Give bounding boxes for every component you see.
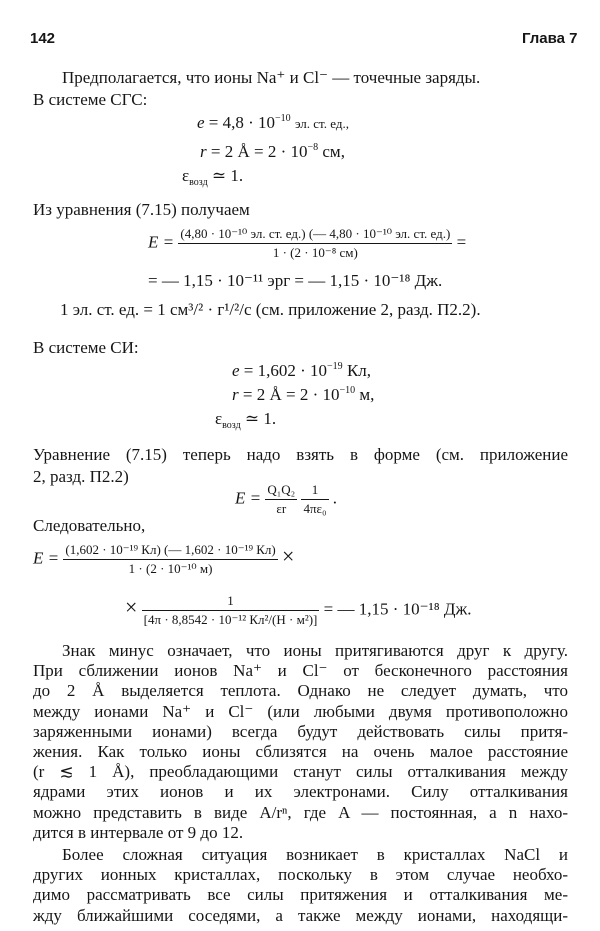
form-den-2: 4πε₀ <box>303 501 327 516</box>
si-r-value: = 2 Å = 2 · 10 <box>242 385 340 404</box>
eps-symbol: ε <box>182 166 190 185</box>
para2-line-3: жду ближайшими соседями, а также между ионами, находящи- <box>33 905 568 925</box>
energy-result-cgs: = — 1,15 · 10⁻¹¹ эрг = — 1,15 · 10⁻¹⁸ Дж. <box>148 271 443 290</box>
si-eps-equation <box>215 409 276 429</box>
si-r-exponent: −10 <box>339 385 356 396</box>
consequently-text: Следовательно, <box>33 516 146 535</box>
para2-line-1: других ионных кристаллах, поскольку в этом случае необхо- <box>33 865 568 885</box>
form-num-2: 1 <box>301 482 328 500</box>
r-value: = 2 Å = 2 · 10 <box>210 142 308 161</box>
si-second-fraction <box>142 593 320 628</box>
form-den-1: εr <box>276 501 287 516</box>
si-e-unit: Кл, <box>346 361 372 380</box>
si-e-equation <box>232 361 371 381</box>
eps-value: ≃ 1. <box>211 166 244 185</box>
si-r-equation <box>232 385 374 405</box>
para1-line-0: Знак минус означает, что ионы притягиваются друг к другу. <box>62 641 568 660</box>
multiply-sign: × <box>281 543 295 569</box>
si-energy-numerator: (1,602 · 10⁻¹⁹ Кл) (— 1,602 · 10⁻¹⁹ Кл) <box>63 542 277 560</box>
e-symbol: e <box>197 113 205 132</box>
si-eps-subscript: возд <box>222 420 241 431</box>
si-eps-value: ≃ 1. <box>244 409 277 428</box>
energy-equation-si <box>33 542 294 577</box>
si-r-symbol: r <box>232 385 239 404</box>
si-energy-result: = — 1,15 · 10⁻¹⁸ Дж. <box>323 599 472 619</box>
cgs-r-equation <box>200 142 345 162</box>
unit-note: 1 эл. ст. ед. = 1 см³/² · г¹/²/с (см. приложение 2, разд. П2.2). <box>60 300 481 319</box>
para1-line-7: ядрами этих ионов и их электронами. Силу отталкивания <box>33 782 568 802</box>
form-num-1: Q₁Q₂ <box>265 482 297 500</box>
e-unit: эл. ст. ед., <box>294 116 349 131</box>
para1-line-1: При сближении ионов Na⁺ и Cl⁻ от бесконечного расстояния <box>33 661 568 681</box>
si-second-denominator: [4π · 8,8542 · 10⁻¹² Кл²/(Н · м²)] <box>143 612 318 627</box>
r-exponent: −8 <box>307 142 319 153</box>
energy-lhs: E = <box>148 232 175 252</box>
form-equation <box>235 482 337 517</box>
intro-line-2: В системе СГС: <box>33 90 148 109</box>
intro-line-1: Предполагается, что ионы Na⁺ и Cl⁻ — точечные заряды. <box>62 68 481 87</box>
page-number: 142 <box>30 30 56 47</box>
si-e-symbol: e <box>232 361 240 380</box>
cgs-eps-equation <box>182 166 243 186</box>
energy-result-si <box>125 593 471 628</box>
para1-line-8: можно представить в виде A/rⁿ, где A — постоянная, а n нахо- <box>33 802 568 822</box>
chapter-title: Глава 7 <box>522 30 578 47</box>
si-e-value: = 1,602 · 10 <box>243 361 328 380</box>
cgs-e-equation <box>197 113 349 133</box>
r-unit: см, <box>322 142 345 161</box>
form-text-line-2: 2, разд. П2.2) <box>33 467 129 486</box>
para1-line-5: жения. Как только ионы сблизятся на очень малое расстояние <box>33 742 568 761</box>
multiply-sign-2: × <box>125 594 138 620</box>
energy-equation-cgs <box>148 226 466 261</box>
energy-equals: = <box>456 232 467 252</box>
form-fraction-2 <box>301 482 328 517</box>
para1-line-4: заряженными ионами) всегда будут действовать силы притя- <box>33 721 568 741</box>
form-fraction-1 <box>265 482 297 517</box>
si-energy-denominator: 1 · (2 · 10⁻¹⁰ м) <box>128 561 213 576</box>
para2-line-0: Более сложная ситуация возникает в кристаллах NaCl и <box>62 845 568 864</box>
energy-numerator: (4,80 · 10⁻¹⁰ эл. ст. ед.) (— 4,80 · 10⁻¹⁰ эл. ст. ед.) <box>178 226 452 244</box>
from-equation-text: Из уравнения (7.15) получаем <box>33 200 250 219</box>
si-energy-fraction <box>63 542 277 577</box>
para1-line-3: между ионами Na⁺ и Cl⁻ (или любыми двумя противоположно <box>33 701 568 721</box>
r-symbol: r <box>200 142 207 161</box>
para1-line-2: до 2 Å выделяется теплота. Однако не следует думать, что <box>33 681 568 701</box>
energy-fraction <box>178 226 452 261</box>
si-e-exponent: −19 <box>327 361 343 372</box>
si-second-numerator: 1 <box>142 593 320 611</box>
eps-subscript: возд <box>189 177 208 188</box>
si-r-unit: м, <box>359 385 375 404</box>
energy-denominator: 1 · (2 · 10⁻⁸ см) <box>272 245 358 260</box>
form-period: . <box>332 488 338 508</box>
e-exponent: −10 <box>275 113 291 124</box>
para2-line-2: димо рассматривать все силы притяжения и отталкивания ме- <box>33 885 568 905</box>
si-eps-symbol: ε <box>215 409 223 428</box>
para1-line-9: дится в интервале от 9 до 12. <box>33 822 244 842</box>
form-lhs: E = <box>235 488 262 508</box>
e-value: = 4,8 · 10 <box>208 113 276 132</box>
si-intro: В системе СИ: <box>33 338 139 357</box>
si-energy-lhs: E = <box>33 548 60 568</box>
para1-line-6: (r ≲ 1 Å), преобладающими станут силы отталкивания между <box>33 762 568 782</box>
form-text-line-1: Уравнение (7.15) теперь надо взять в форме (см. приложение <box>33 445 568 464</box>
